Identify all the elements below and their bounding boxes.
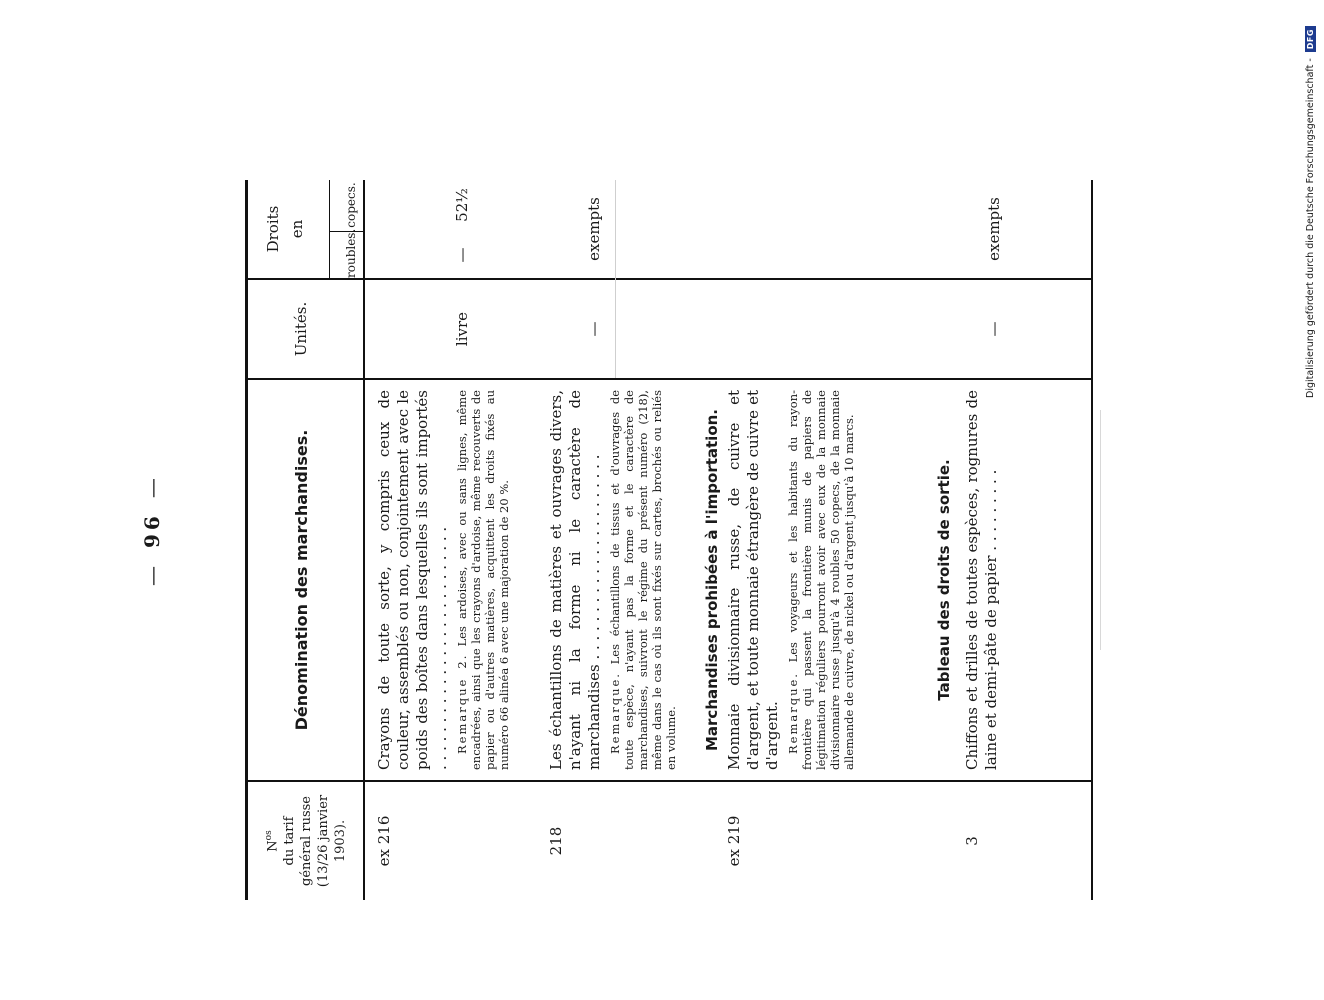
digitization-credit — [1296, 8, 1320, 398]
header-roubles: roubles. — [344, 228, 358, 278]
row-216-remark: Remarque 2. Les ardoises, avec ou sans lignes, même encadrées, ainsi que les crayons d'ardoise, même recouverts de papier ou d'autres matières, acquittent les droits fixés au numéro 66 alinéa 6 avec une majoration de 20 %. — [455, 389, 511, 770]
col-divider-3 — [245, 278, 1093, 280]
tariff-table — [245, 180, 1105, 900]
row-218-remark: Remarque. Les échantillons de tissus et d'ouvrages de toute espèce, n'ayant pas la forme et le caractère de marchandises, suivront le régime du présent numéro (218), même dans le cas où ils sont fixés sur cartes, brochés ou reliés en volume. — [608, 389, 678, 770]
header-units: Unités. — [292, 301, 310, 357]
row-3-droits: exempts — [985, 197, 1003, 261]
row-216-description: Crayons de toute sorte, y compris ceux de couleur, assemblés ou non, conjointement avec le poids des boîtes dans lesquelles ils sont importés . . . . . . . . . . . . . . . . . . . . . . . . . . Remarque 2. Les ardoises, avec ou sans lignes, même encadrées, ainsi que les crayons d'ardoise, même recouverts de papier ou d'autres matières, acquittent les droits fixés au numéro 66 alinéa 6 avec une majoration de 20 %. — [375, 389, 511, 770]
scanned-page — [40, 120, 1280, 980]
header-denomination: Dénomination des marchandises. — [292, 429, 311, 731]
page-number — [140, 460, 164, 600]
row-219-remark: Remarque. Les voyageurs et les habitants du rayon-frontière qui passent la frontière munis de papiers de légitimation réguliers pourront avoir avec eux de la monnaie divisionnaire russe jusqu'à 4 roubles 50 copecs, de la monnaie allemande de cuivre, de nickel ou d'argent jusqu'à 10 marcs. — [786, 390, 856, 770]
table-rule-header — [363, 180, 365, 900]
dfg-logo: DFG — [1305, 26, 1316, 52]
row-216-unit: livre — [453, 311, 471, 347]
row-218-description: Les échantillons de matières et ouvrages divers, n'ayant ni la forme ni le caractère de marchandises . . . . . . . . . . . . . . . . . . . . . . Remarque. Les échantillons de tissus et d'ouvrages de toute espèce, n'ayant pas la forme et le caractère de marchandises, suivront le régime du présent numéro (218), même dans le cas où ils sont fixés sur cartes, brochés ou reliés en volume. — [547, 389, 678, 770]
credit-text: Digitalisierung gefördert durch die Deutsche Forschungsgemeinschaft - — [1304, 58, 1316, 398]
row-216-copecs: 52½ — [453, 188, 471, 222]
section-export-heading: Tableau des droits de sortie. — [935, 459, 953, 701]
table-rule-bottom — [1091, 180, 1093, 900]
row-218-droits: exempts — [585, 197, 603, 261]
col-divider-2 — [245, 378, 1093, 380]
droits-subheader-rule — [329, 180, 330, 280]
section-import-heading: Marchandises prohibées à l'importation. — [703, 408, 721, 752]
row-218-faint-rule — [615, 180, 616, 378]
table-rule-top — [245, 180, 248, 900]
row-3-description: Chiffons et drilles de toutes espèces, rognures de laine et demi-pâte de papier . . . . . . . . . — [963, 390, 1000, 770]
row-218-number: 218 — [547, 826, 565, 856]
row-3-unit: — — [985, 321, 1003, 337]
page-number-dash-left: — — [140, 562, 164, 586]
page-number-value: 96 — [140, 512, 164, 548]
header-nos: $N^{os}$ du tarif général russe (13/26 janvier 1903). — [264, 794, 349, 888]
row-218-unit: — — [585, 321, 603, 337]
row-3-number: 3 — [963, 836, 981, 846]
row-219-number: ex 219 — [725, 815, 743, 867]
row-216-number: ex 216 — [375, 815, 393, 867]
row-219-description: Monnaie divisionnaire russe, de cuivre et d'argent, et toute monnaie étrangère de cuivre et d'argent. Remarque. Les voyageurs et les habitants du rayon-frontière qui passent la frontière munis de papiers de légitimation réguliers pourront avoir avec eux de la monnaie divisionnaire russe jusqu'à 4 roubles 50 copecs, de la monnaie allemande de cuivre, de nickel ou d'argent jusqu'à 10 marcs. — [725, 390, 856, 770]
page-number-dash-right: — — [140, 474, 164, 499]
header-copecs: copecs. — [344, 182, 358, 228]
header-droits: Droits en — [264, 205, 306, 253]
row-216-roubles: — — [453, 247, 471, 263]
